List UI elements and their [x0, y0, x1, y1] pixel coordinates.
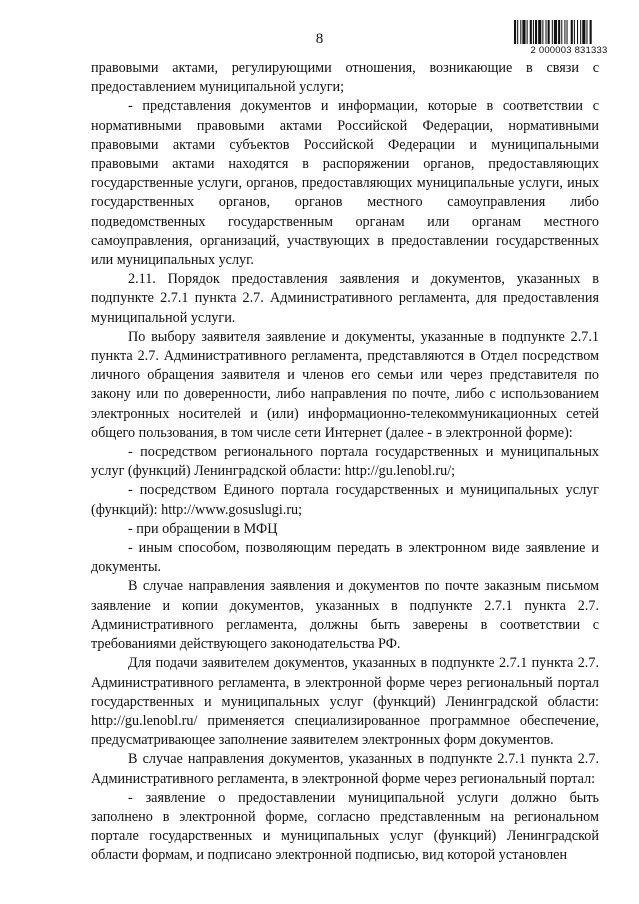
paragraph-list-item: - посредством регионального портала государственных и муниципальных услуг (функций) Ленинградской области: http://gu.lenobl.ru/; — [91, 444, 599, 480]
document-body — [91, 59, 599, 866]
paragraph-list-item: - посредством Единого портала государственных и муниципальных услуг (функций): http://www.gosuslugi.ru; — [91, 482, 599, 518]
paragraph-list-item: - иным способом, позволяющим передать в электронном виде заявление и документы. — [91, 540, 599, 576]
barcode — [513, 20, 625, 56]
paragraph-section-2-11: 2.11. Порядок предоставления заявления и документов, указанных в подпункте 2.7.1 пункта 2.7. Административного регламента, для предоставления муниципальной услуги. — [91, 271, 599, 326]
page-number: 8 — [315, 31, 324, 47]
barcode-icon — [513, 20, 625, 44]
paragraph-list-item: - заявление о предоставлении муниципальной услуги должно быть заполнено в электронной форме, согласно представленным на региональном портале государственных и муниципальных услуг (функций) Ленинградской области формам, и подписано электронной подписью, вид которой установлен — [91, 789, 599, 864]
paragraph: В случае направления документов, указанных в подпункте 2.7.1 пункта 2.7. Административного регламента, в электронной форме через региональный портал: — [91, 751, 599, 787]
paragraph-list-item: - представления документов и информации, которые в соответствии с нормативными правовыми актами Российской Федерации, нормативными правовыми актами субъектов Российской Федерации и муниципальными правовыми актами находятся в распоряжении органов, предоставляющих государственные услуги, органов, предоставляющих муниципальные услуги, иных государственных органов, органов местного самоуправления либо подведомственных государственным органам или органам местного самоуправления, организаций, участвующих в предоставлении государственных или муниципальных услуг. — [91, 98, 599, 269]
paragraph-continuation: правовыми актами, регулирующими отношения, возникающие в связи с предоставлением муниципальной услуги; — [91, 60, 599, 96]
paragraph: В случае направления заявления и документов по почте заказным письмом заявление и копии документов, указанных в подпункте 2.7.1 пункта 2.7. Административного регламента, должны быть заверены в соответствии с требованиями действующего законодательства РФ. — [91, 578, 599, 653]
paragraph-list-item: - при обращении в МФЦ — [128, 520, 278, 537]
barcode-number: 2 000003 831333 — [530, 45, 608, 56]
paragraph: Для подачи заявителем документов, указанных в подпункте 2.7.1 пункта 2.7. Административного регламента, в электронной форме через региональный портал государственных и муниципальных услуг (функций) Ленинградской области: http://gu.lenobl.ru/ применяется специализированное программное обеспечение, предусматривающее заполнение заявителем электронных форм документов. — [91, 655, 599, 749]
paragraph: По выбору заявителя заявление и документы, указанные в подпункте 2.7.1 пункта 2.7. Административного регламента, представляются в Отдел посредством личного обращения заявителя и членов его семьи или через представителя по закону или по доверенности, либо направления по почте, либо с использованием электронных носителей и (или) информационно-телекоммуникационных сетей общего пользования, в том числе сети Интернет (далее - в электронной форме): — [91, 328, 599, 441]
